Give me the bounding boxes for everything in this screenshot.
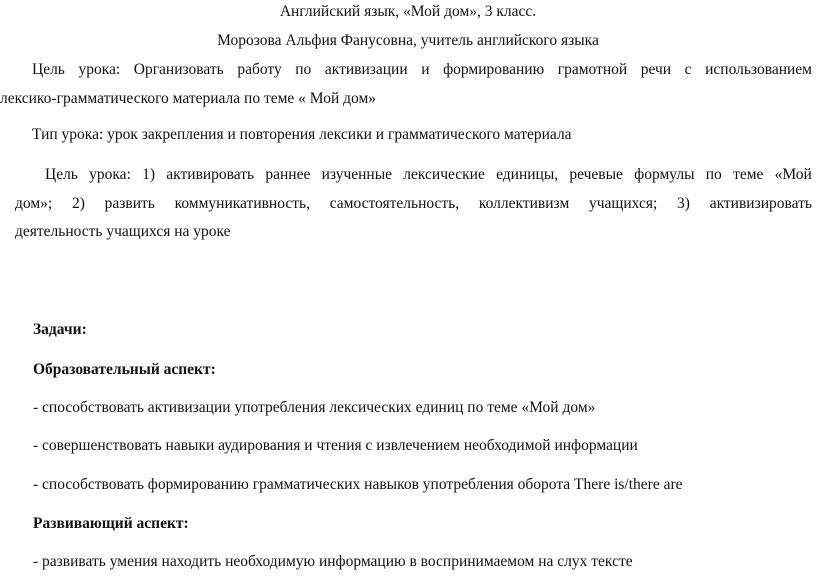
word: с [684,61,692,78]
developing-item-1: - развивать умения находить необходимую информацию в воспринимаемом на слух тексте [33,553,633,570]
word: изученные [321,166,393,183]
word: теме [733,166,764,183]
word: активировать [166,166,255,183]
word: работу [237,61,282,78]
educational-item-2: - совершенствовать навыки аудирования и чтения с извлечением необходимой информации [33,437,638,454]
word: самостоятельность, [329,195,460,212]
word: 2) [71,195,85,212]
word: Цель [32,61,65,78]
word: речи [640,61,672,78]
word: по [295,61,312,78]
word: учащихся; [589,195,658,212]
word: дом»; [15,195,53,212]
word: «Мой [774,166,812,183]
word: по [705,166,722,183]
word: Организовать [133,61,224,78]
word: активизации [324,61,408,78]
word: Цель [45,166,78,183]
word: формированию [443,61,545,78]
educational-item-3: - способствовать формированию грамматических навыков употребления оборота There is/there are [33,476,683,493]
lesson-type: Тип урока: урок закрепления и повторения лексики и грамматического материала [32,126,572,143]
word: использованием [705,61,812,78]
word: единицы, [496,166,559,183]
word: лексические [403,166,485,183]
word: коммуникативность, [174,195,310,212]
word: формулы [634,166,695,183]
tasks-heading: Задачи: [33,321,87,338]
goal-paragraph-2-line-3: деятельность учащихся на уроке [15,223,231,240]
document-title: Английский язык, «Мой дом», 3 класс. [279,3,537,20]
word: речевые [569,166,623,183]
word: развить [104,195,155,212]
developing-aspect-heading: Развивающий аспект: [33,515,189,532]
author-line: Морозова Альфия Фанусовна, учитель английского языка [217,32,599,49]
educational-aspect-heading: Образовательный аспект: [33,361,216,378]
word: раннее [265,166,311,183]
word: грамотной [557,61,628,78]
word: и [421,61,430,78]
goal-paragraph-1-line-2: лексико-грамматического материала по теме « Мой дом» [0,90,377,107]
word: урока: [89,166,131,183]
educational-item-1: - способствовать активизации употребления лексических единиц по теме «Мой дом» [33,399,596,416]
goal-paragraph-1-line-1 [32,60,812,80]
word: 1) [142,166,156,183]
word: коллективизм [478,195,570,212]
word: 3) [677,195,690,212]
goal-paragraph-2-line-2 [15,194,812,214]
word: урока: [78,61,121,78]
goal-paragraph-2-line-1 [45,165,812,185]
word: активизировать [709,195,812,212]
